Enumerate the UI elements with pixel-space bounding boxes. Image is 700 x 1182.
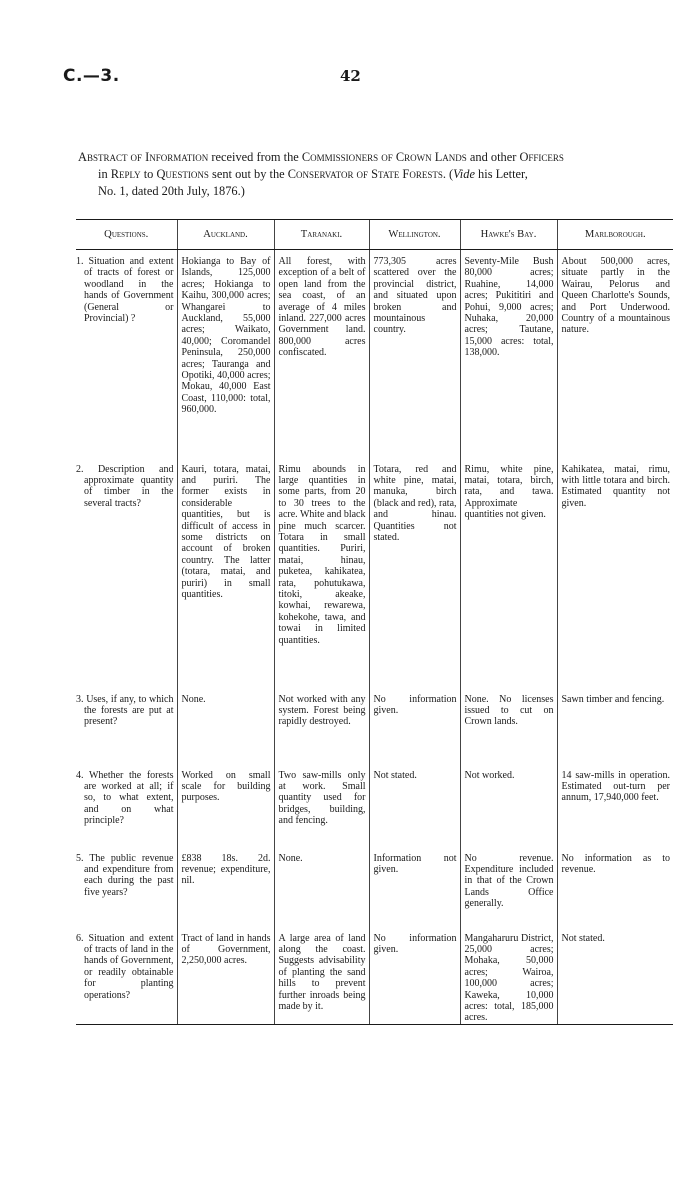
table-header-row [76, 220, 673, 250]
answer-cell-hawkes-bay: Not worked. [460, 762, 557, 845]
answer-cell-wellington: 773,305 acres scattered over the provincial district, and situated upon broken and mountainous country. [369, 250, 460, 456]
table-row [76, 250, 673, 456]
answer-cell-wellington: No information given. [369, 686, 460, 762]
answer-cell-auckland: Tract of land in hands of Government, 2,250,000 acres. [177, 925, 274, 1025]
answer-cell-wellington: No information given. [369, 925, 460, 1025]
answer-cell-hawkes-bay: Mangaharuru District, 25,000 acres; Mohaka, 50,000 acres; Wairoa, 100,000 acres; Kaweka, 10,000 acres: total, 185,000 acres. [460, 925, 557, 1025]
answer-cell-taranaki: Two saw-mills only at work. Small quantity used for bridges, building, and fencing. [274, 762, 369, 845]
answer-cell-wellington: Not stated. [369, 762, 460, 845]
page-number: 42 [340, 67, 361, 85]
document-reference: C.—3. [63, 66, 120, 86]
question-cell [76, 456, 177, 686]
table-row [76, 845, 673, 925]
answer-cell-marlborough: No information as to revenue. [557, 845, 673, 925]
answer-cell-hawkes-bay: None. No licenses issued to cut on Crown lands. [460, 686, 557, 762]
question-cell [76, 845, 177, 925]
abstract-text-segment: sent out by the [208, 167, 288, 181]
column-header-questions: Questions. [76, 220, 177, 250]
column-header-taranaki: Taranaki. [274, 220, 369, 250]
abstract-heading [78, 149, 670, 200]
question-text: 5. The public revenue and expenditure from each during the past five years? [76, 852, 174, 898]
question-text: 4. Whether the forests are worked at all; if so, to what extent, and on what principle? [76, 769, 174, 827]
answer-cell-hawkes-bay: Seventy-Mile Bush 80,000 acres; Ruahine, 14,000 acres; Pukititiri and Pohui, 9,000 acres; Nuhaka, 20,000 acres; Tautane, 15,000 acres: total, 138,000. [460, 250, 557, 456]
question-text: 1. Situation and extent of tracts of forest or woodland in the hands of Government (General or Provincial) ? [76, 256, 174, 325]
answer-cell-taranaki: Not worked with any system. Forest being rapidly destroyed. [274, 686, 369, 762]
answer-cell-wellington: Information not given. [369, 845, 460, 925]
abstract-text-segment: Reply [110, 167, 141, 181]
question-cell [76, 762, 177, 845]
table-row [76, 762, 673, 845]
abstract-text-segment: received from the [208, 150, 302, 164]
answer-cell-taranaki: All forest, with exception of a belt of open land from the sea coast, of an average of 4 miles inland. 227,000 acres Government land. 800,000 acres confiscated. [274, 250, 369, 456]
abstract-text-segment: Vide [453, 167, 475, 181]
abstract-text-segment: in [98, 167, 111, 181]
column-header-hawkes-bay: Hawke's Bay. [460, 220, 557, 250]
abstract-text-segment: Commissioners of Crown Lands [301, 150, 467, 164]
question-cell [76, 925, 177, 1025]
abstract-text-segment: Officers [519, 150, 564, 164]
forest-information-table [76, 219, 673, 1025]
answer-cell-marlborough: Not stated. [557, 925, 673, 1025]
answer-cell-wellington: Totara, red and white pine, matai, manuka, birch (black and red), rata, and hinau. Quantities not stated. [369, 456, 460, 686]
question-text: 3. Uses, if any, to which the forests are put at present? [76, 693, 174, 728]
answer-cell-taranaki: A large area of land along the coast. Suggests advisability of planting the sand hills to prevent further inroads being made by it. [274, 925, 369, 1025]
column-header-auckland: Auckland. [177, 220, 274, 250]
answer-cell-auckland: None. [177, 686, 274, 762]
abstract-text-segment: to [140, 167, 157, 181]
abstract-text-segment: Conservator of State Forests. [287, 167, 446, 181]
abstract-text-segment: ( [445, 167, 454, 181]
abstract-text-segment: Questions [156, 167, 209, 181]
answer-cell-marlborough: 14 saw-mills in operation. Estimated out-turn per annum, 17,940,000 feet. [557, 762, 673, 845]
answer-cell-auckland: £838 18s. 2d. revenue; expenditure, nil. [177, 845, 274, 925]
answer-cell-taranaki: None. [274, 845, 369, 925]
table-body [76, 250, 673, 1025]
abstract-line-3: No. 1, dated 20th July, 1876.) [98, 184, 245, 198]
table-row [76, 456, 673, 686]
abstract-text-segment: Abstract of Information [78, 150, 209, 164]
answer-cell-auckland: Worked on small scale for building purposes. [177, 762, 274, 845]
answer-cell-auckland: Hokianga to Bay of Islands, 125,000 acres; Hokianga to Kaihu, 300,000 acres; Whangarei to Auckland, 55,000 acres; Waikato, 40,000; Coromandel Peninsula, 250,000 acres; Tauranga and Opotiki, 40,000 acres; Mokau, 40,000 East Coast, 110,000: total, 960,000. [177, 250, 274, 456]
answer-cell-taranaki: Rimu abounds in large quantities in some parts, from 20 to 30 trees to the acre. White and black pine much scarcer. Totara in small quantities. Puriri, matai, hinau, puketea, kahikatea, rata, pohutukawa, titoki, akeake, kowhai, rewarewa, kohekohe, tawa, and towai in limited quantities. [274, 456, 369, 686]
answer-cell-marlborough: About 500,000 acres, situate partly in the Wairau, Pelorus and Queen Charlotte's Sounds, and Port Underwood. Country of a mountainous nature. [557, 250, 673, 456]
column-header-marlborough: Marlborough. [557, 220, 673, 250]
question-text: 6. Situation and extent of tracts of land in the hands of Government, or readily obtainable for planting operations? [76, 932, 174, 1001]
table-row [76, 925, 673, 1025]
abstract-text-segment: and other [466, 150, 520, 164]
abstract-line-1 [78, 149, 670, 166]
question-cell [76, 250, 177, 456]
question-cell [76, 686, 177, 762]
abstract-text-segment: his Letter, [474, 167, 528, 181]
abstract-line-2 [78, 166, 670, 183]
answer-cell-marlborough: Kahikatea, matai, rimu, with little totara and birch. Estimated quantity not given. [557, 456, 673, 686]
answer-cell-hawkes-bay: No revenue. Expenditure included in that of the Crown Lands Office generally. [460, 845, 557, 925]
table-row [76, 686, 673, 762]
question-text: 2. Description and approximate quantity of timber in the several tracts? [76, 463, 174, 509]
column-header-wellington: Wellington. [369, 220, 460, 250]
answer-cell-auckland: Kauri, totara, matai, and puriri. The former exists in considerable quantities, but is difficult of access in some districts on account of broken country. The latter (totara, matai, and puriri) in small quantities. [177, 456, 274, 686]
answer-cell-hawkes-bay: Rimu, white pine, matai, totara, birch, rata, and tawa. Approximate quantities not given. [460, 456, 557, 686]
answer-cell-marlborough: Sawn timber and fencing. [557, 686, 673, 762]
